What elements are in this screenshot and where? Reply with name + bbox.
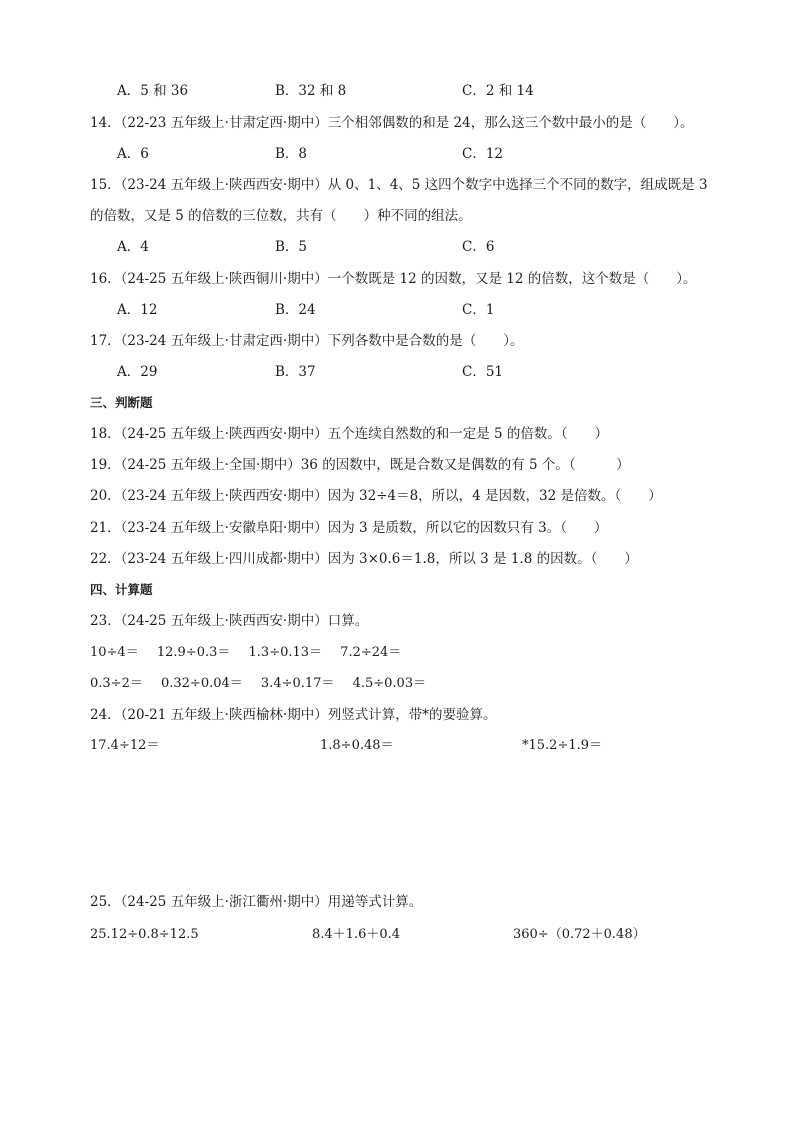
q16-option-a: A．12 — [117, 302, 158, 318]
q15-question-line2: 的倍数，又是 5 的倍数的三位数，共有（ ）种不同的组法。 — [90, 208, 472, 224]
q21-question: 21．（23-24 五年级上·安徽阜阳·期中）因为 3 是质数，所以它的因数只有 3。（ ） — [90, 520, 608, 536]
oral-calc-item: 10÷4＝ — [90, 645, 139, 660]
section-heading-calculation: 四、计算题 — [90, 582, 153, 597]
q25-item-3: 360÷（0.72＋0.48） — [513, 927, 646, 942]
oral-calc-item: 12.9÷0.3＝ — [156, 645, 231, 660]
q23-question: 23．（24-25 五年级上·陕西西安·期中）口算。 — [90, 613, 369, 629]
q14-question: 14．（22-23 五年级上·甘肃定西·期中）三个相邻偶数的和是 24，那么这三个数中最小的是（ ）。 — [90, 115, 694, 131]
oral-calc-item: 1.3÷0.13＝ — [248, 645, 323, 660]
q23-row-1 — [90, 644, 415, 662]
q14-option-b: B．8 — [275, 146, 308, 162]
q15-option-b: B．5 — [275, 239, 308, 255]
q15-option-a: A．4 — [117, 239, 149, 255]
q24-question: 24．（20-21 五年级上·陕西榆林·期中）列竖式计算，带*的要验算。 — [90, 707, 497, 723]
q17-option-a: A．29 — [117, 364, 158, 380]
q18-question: 18．（24-25 五年级上·陕西西安·期中）五个连续自然数的和一定是 5 的倍数。（ ） — [90, 426, 609, 442]
q15-question-line1: 15．（23-24 五年级上·陕西西安·期中）从 0、1、4、5 这四个数字中选择三个不同的数字，组成既是 3 — [90, 177, 708, 193]
q24-item-1: 17.4÷12＝ — [90, 738, 160, 753]
q24-item-3: *15.2÷1.9＝ — [522, 738, 603, 753]
q13-option-b: B．32 和 8 — [275, 83, 347, 99]
q24-item-2: 1.8÷0.48＝ — [320, 738, 394, 753]
q16-option-c: C．1 — [462, 302, 495, 318]
q17-question: 17．（23-24 五年级上·甘肃定西·期中）下列各数中是合数的是（ ）。 — [90, 333, 524, 349]
q13-option-c: C．2 和 14 — [462, 83, 534, 99]
oral-calc-item: 0.3÷2＝ — [90, 676, 143, 691]
q17-option-b: B．37 — [275, 364, 316, 380]
section-heading-judgment: 三、判断题 — [90, 395, 153, 410]
q23-row-2 — [90, 675, 440, 693]
oral-calc-item: 4.5÷0.03＝ — [352, 676, 427, 691]
q15-options — [117, 238, 717, 256]
q14-options — [117, 145, 717, 163]
q20-question: 20．（23-24 五年级上·陕西西安·期中）因为 32÷4＝8，所以，4 是因数，32 是倍数。（ ） — [90, 488, 662, 504]
q25-item-1: 25.12÷0.8÷12.5 — [90, 927, 199, 942]
oral-calc-item: 0.32÷0.04＝ — [160, 676, 243, 691]
q17-options — [117, 363, 717, 381]
q25-question: 25．（24-25 五年级上·浙江衢州·期中）用递等式计算。 — [90, 894, 423, 910]
q16-options — [117, 301, 717, 319]
q13-option-a: A．5 和 36 — [117, 83, 189, 99]
q19-question: 19．（24-25 五年级上·全国·期中）36 的因数中，既是合数又是偶数的有 5 个。（ ） — [90, 457, 630, 473]
q15-option-c: C．6 — [462, 239, 495, 255]
q22-question: 22．（23-24 五年级上·四川成都·期中）因为 3×0.6＝1.8，所以 3 是 1.8 的因数。（ ） — [90, 551, 638, 567]
q14-option-c: C．12 — [462, 146, 504, 162]
q17-option-c: C．51 — [462, 364, 504, 380]
q16-option-b: B．24 — [275, 302, 316, 318]
oral-calc-item: 7.2÷24＝ — [340, 645, 402, 660]
q13-options — [117, 82, 717, 100]
q14-option-a: A．6 — [117, 146, 149, 162]
oral-calc-item: 3.4÷0.17＝ — [260, 676, 335, 691]
q16-question: 16．（24-25 五年级上·陕西铜川·期中）一个数既是 12 的因数，又是 12 的倍数，这个数是（ ）。 — [90, 271, 697, 287]
q25-item-2: 8.4＋1.6＋0.4 — [312, 927, 401, 942]
